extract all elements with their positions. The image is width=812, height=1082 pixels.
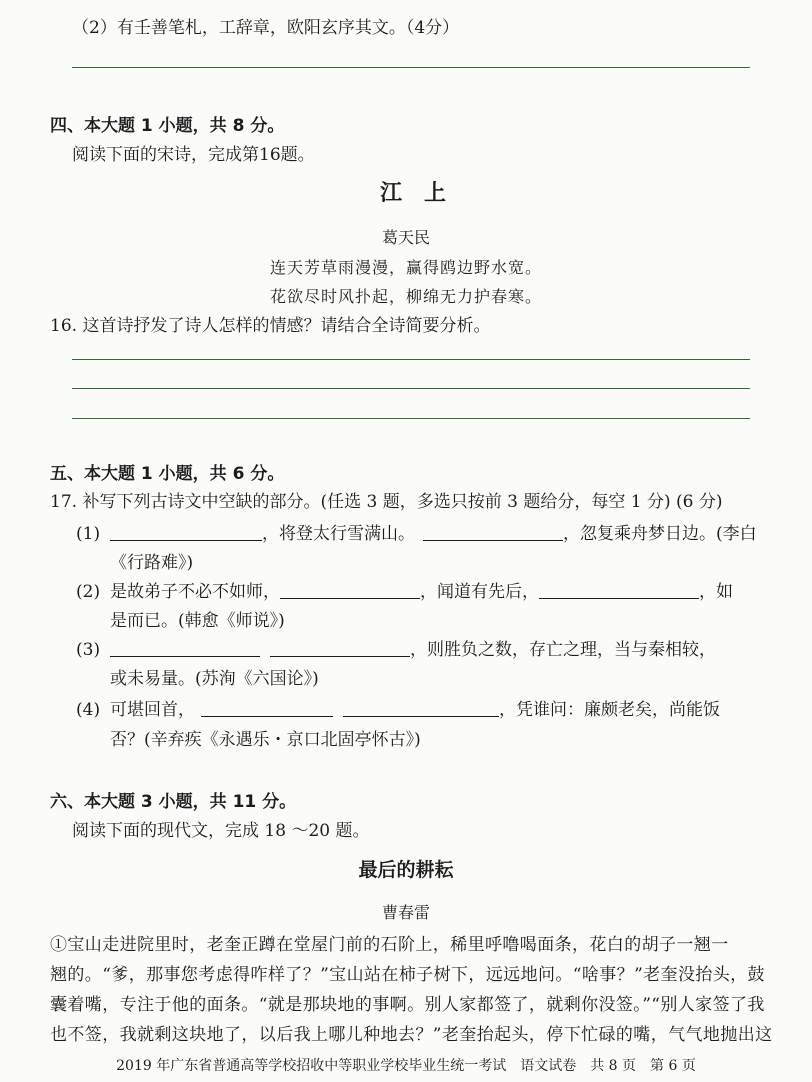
fill-blank[interactable] <box>343 698 499 717</box>
item-1-text-b: ，忽复乘舟梦日边。(李白 <box>563 524 757 544</box>
item-4-number: (4) <box>76 700 101 720</box>
answer-line <box>72 359 750 360</box>
poem-title: 江上 <box>379 181 468 206</box>
item-3-citation: 或未易量。(苏洵《六国论》) <box>110 669 319 689</box>
fill-blank[interactable] <box>270 638 410 657</box>
item-1-text-a: ，将登太行雪满山。 <box>262 524 415 544</box>
item-4-text-a: 可堪回首， <box>110 700 195 720</box>
item-4-line <box>110 698 720 722</box>
item-2-text-c: ，如 <box>699 582 733 602</box>
item-1-citation: 《行路难》) <box>110 553 194 573</box>
answer-line <box>72 67 750 68</box>
section-6-header: 六、本大题 3 小题，共 11 分。 <box>50 792 297 812</box>
item-2-number: (2) <box>76 582 101 602</box>
item-4-citation: 否？(辛弃疾《永遇乐・京口北固亭怀古》) <box>110 730 421 750</box>
answer-line <box>72 418 750 419</box>
question-17: 17. 补写下列古诗文中空缺的部分。(任选 3 题，多选只按前 3 题给分，每空 1 分) (6 分) <box>50 492 723 512</box>
section-5-header: 五、本大题 1 小题，共 6 分。 <box>50 464 285 484</box>
story-paragraph-line-2: 翘的。“爹，那事您考虑得咋样了？”宝山站在柿子树下，远远地问。“啥事？”老奎没抬头，鼓 <box>50 965 765 985</box>
item-3-text-a: ，则胜负之数，存亡之理，当与秦相较， <box>410 640 716 660</box>
section-6-instructions: 阅读下面的现代文，完成 18 ～20 题。 <box>72 821 370 841</box>
item-2-text-b: ，闻道有先后， <box>420 582 539 602</box>
item-1-number: (1) <box>76 524 101 544</box>
page-footer: 2019 年广东省普通高等学校招收中等职业学校毕业生统一考试 语文试卷 共 8 页 第 6 页 <box>116 1058 696 1074</box>
fill-blank[interactable] <box>110 522 262 541</box>
fill-blank[interactable] <box>280 580 420 599</box>
answer-line <box>72 388 750 389</box>
item-2-text-a: 是故弟子不必不如师， <box>110 582 280 602</box>
question-16: 16. 这首诗抒发了诗人怎样的情感？请结合全诗简要分析。 <box>50 316 491 336</box>
story-paragraph-line-4: 也不签，我就剩这块地了，以后我上哪儿种地去？”老奎抬起头，停下忙碌的嘴，气气地抛出这 <box>50 1025 773 1045</box>
item-3-line <box>110 638 716 662</box>
fill-blank[interactable] <box>110 638 260 657</box>
story-title: 最后的耕耘 <box>358 859 454 881</box>
poem-author: 葛天民 <box>381 228 430 247</box>
item-2-line <box>110 580 733 604</box>
poem-line-1: 连天芳草雨漫漫，赢得鸥边野水宽。 <box>269 258 542 277</box>
section-4-header: 四、本大题 1 小题，共 8 分。 <box>50 116 285 136</box>
fill-blank[interactable] <box>201 698 333 717</box>
item-1-line <box>110 522 757 546</box>
story-paragraph-line-3: 囊着嘴，专注于他的面条。“就是那块地的事啊。别人家都签了，就剩你没签。”“别人家签了我 <box>50 995 765 1015</box>
item-4-text-b: ，凭谁问：廉颇老矣，尚能饭 <box>499 700 720 720</box>
story-paragraph-line-1: ①宝山走进院里时，老奎正蹲在堂屋门前的石阶上，稀里呼噜喝面条，花白的胡子一翘一 <box>50 935 729 955</box>
question-15-2: （2）有壬善笔札，工辞章，欧阳玄序其文。（4分） <box>72 18 460 38</box>
item-2-citation: 是而已。(韩愈《师说》) <box>110 611 285 631</box>
story-author: 曹春雷 <box>381 903 430 922</box>
section-4-instructions: 阅读下面的宋诗，完成第16题。 <box>72 145 315 165</box>
item-3-number: (3) <box>76 640 101 660</box>
fill-blank[interactable] <box>539 580 699 599</box>
poem-line-2: 花欲尽时风扑起，柳绵无力护春寒。 <box>269 287 542 306</box>
fill-blank[interactable] <box>423 522 563 541</box>
